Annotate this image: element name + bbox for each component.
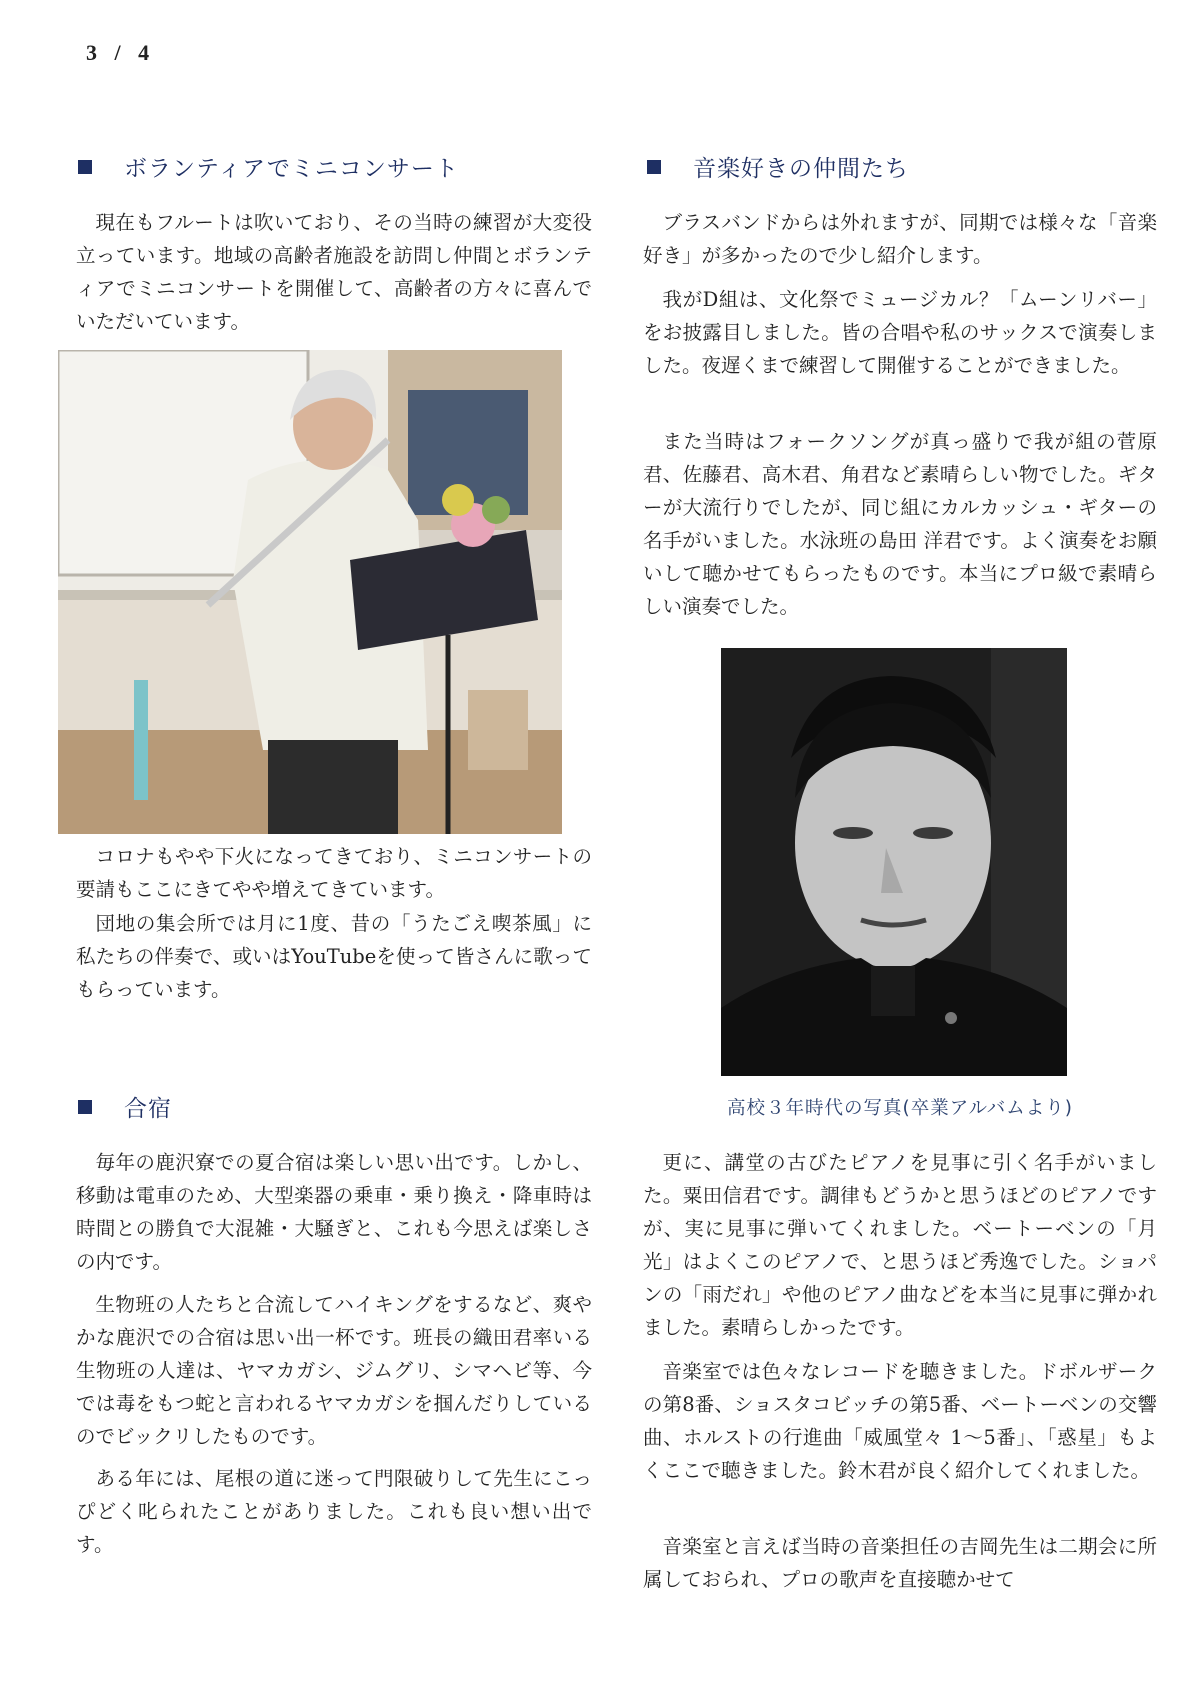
paragraph: 更に、講堂の古びたピアノを見事に引く名手がいました。粟田信君です。調律もどうかと思うほどのピアノですが、実に見事に弾いてくれました。ベートーベンの「月光」はよくこのピアノで、と思うほど秀逸でした。ショパンの「雨だれ」や他のピアノ曲などを本当に見事に弾かれました。素晴らしかったです。 <box>643 1151 1157 1339</box>
paragraph: 音楽室と言えば当時の音楽担任の吉岡先生は二期会に所属しておられ、プロの歌声を直接聴かせて <box>643 1535 1157 1591</box>
paragraph: 音楽室では色々なレコードを聴きました。ドボルザークの第8番、ショスタコビッチの第5番、ベートーベンの交響曲、ホルストの行進曲「威風堂々 1～5番」、「惑星」もよくここで聴きました。鈴木君が良く紹介してくれました。 <box>643 1360 1157 1482</box>
heading-bullet-icon <box>78 160 92 174</box>
section-heading-music-friends <box>647 150 909 183</box>
paragraph: 我がD組は、文化祭でミュージカル？「ムーンリバー」をお披露目しました。皆の合唱や私のサックスで演奏しました。夜遅くまで練習して開催することができました。 <box>643 288 1157 377</box>
section-heading-camp <box>78 1090 172 1123</box>
paragraph: 団地の集会所では月に1度、昔の「うたごえ喫茶風」に私たちの伴奏で、或いはYouTubeを使って皆さんに歌ってもらっています。 <box>76 912 592 1001</box>
section-heading-text: 音楽好きの仲間たち <box>693 156 909 182</box>
paragraph: ブラスバンドからは外れますが、同期では様々な「音楽好き」が多かったので少し紹介します。 <box>643 211 1157 267</box>
paragraph: コロナもやや下火になってきており、ミニコンサートの要請もここにきてやや増えてきています。 <box>76 845 592 901</box>
paragraph: ある年には、尾根の道に迷って門限破りして先生にこっぴどく叱られたことがありました。これも良い想い出です。 <box>76 1467 592 1556</box>
heading-bullet-icon <box>647 160 661 174</box>
flute-performance-illustration <box>58 350 562 834</box>
yearbook-portrait-photo <box>721 648 1067 1076</box>
paragraph: 生物班の人たちと合流してハイキングをするなど、爽やかな鹿沢での合宿は思い出一杯です。班長の織田君率いる生物班の人達は、ヤマカガシ、ジムグリ、シマヘビ等、今では毒をもつ蛇と言われるヤマカガシを掴んだりしているのでビックリしたものです。 <box>76 1293 592 1448</box>
page-number: 3 / 4 <box>86 40 156 65</box>
section-heading-text: 合宿 <box>124 1096 172 1122</box>
section-heading-text: ボランティアでミニコンサート <box>124 156 459 182</box>
photo-caption: 高校３年時代の写真(卒業アルバムより) <box>727 1098 1073 1119</box>
flute-performance-photo <box>58 350 562 834</box>
section-heading-volunteer <box>78 150 459 183</box>
yearbook-portrait-illustration <box>721 648 1067 1076</box>
paragraph: 現在もフルートは吹いており、その当時の練習が大変役立っています。地域の高齢者施設を訪問し仲間とボランティアでミニコンサートを開催して、高齢者の方々に喜んでいただいています。 <box>76 211 592 333</box>
paragraph: また当時はフォークソングが真っ盛りで我が組の菅原君、佐藤君、高木君、角君など素晴らしい物でした。ギターが大流行りでしたが、同じ組にカルカッシュ・ギターの名手がいました。水泳班の島田 洋君です。よく演奏をお願いして聴かせてもらったものです。本当にプロ級で素晴らしい演奏でした。 <box>643 430 1157 618</box>
paragraph: 毎年の鹿沢寮での夏合宿は楽しい思い出です。しかし、移動は電車のため、大型楽器の乗車・乗り換え・降車時は時間との勝負で大混雑・大騒ぎと、これも今思えば楽しさの内です。 <box>76 1151 592 1273</box>
heading-bullet-icon <box>78 1100 92 1114</box>
